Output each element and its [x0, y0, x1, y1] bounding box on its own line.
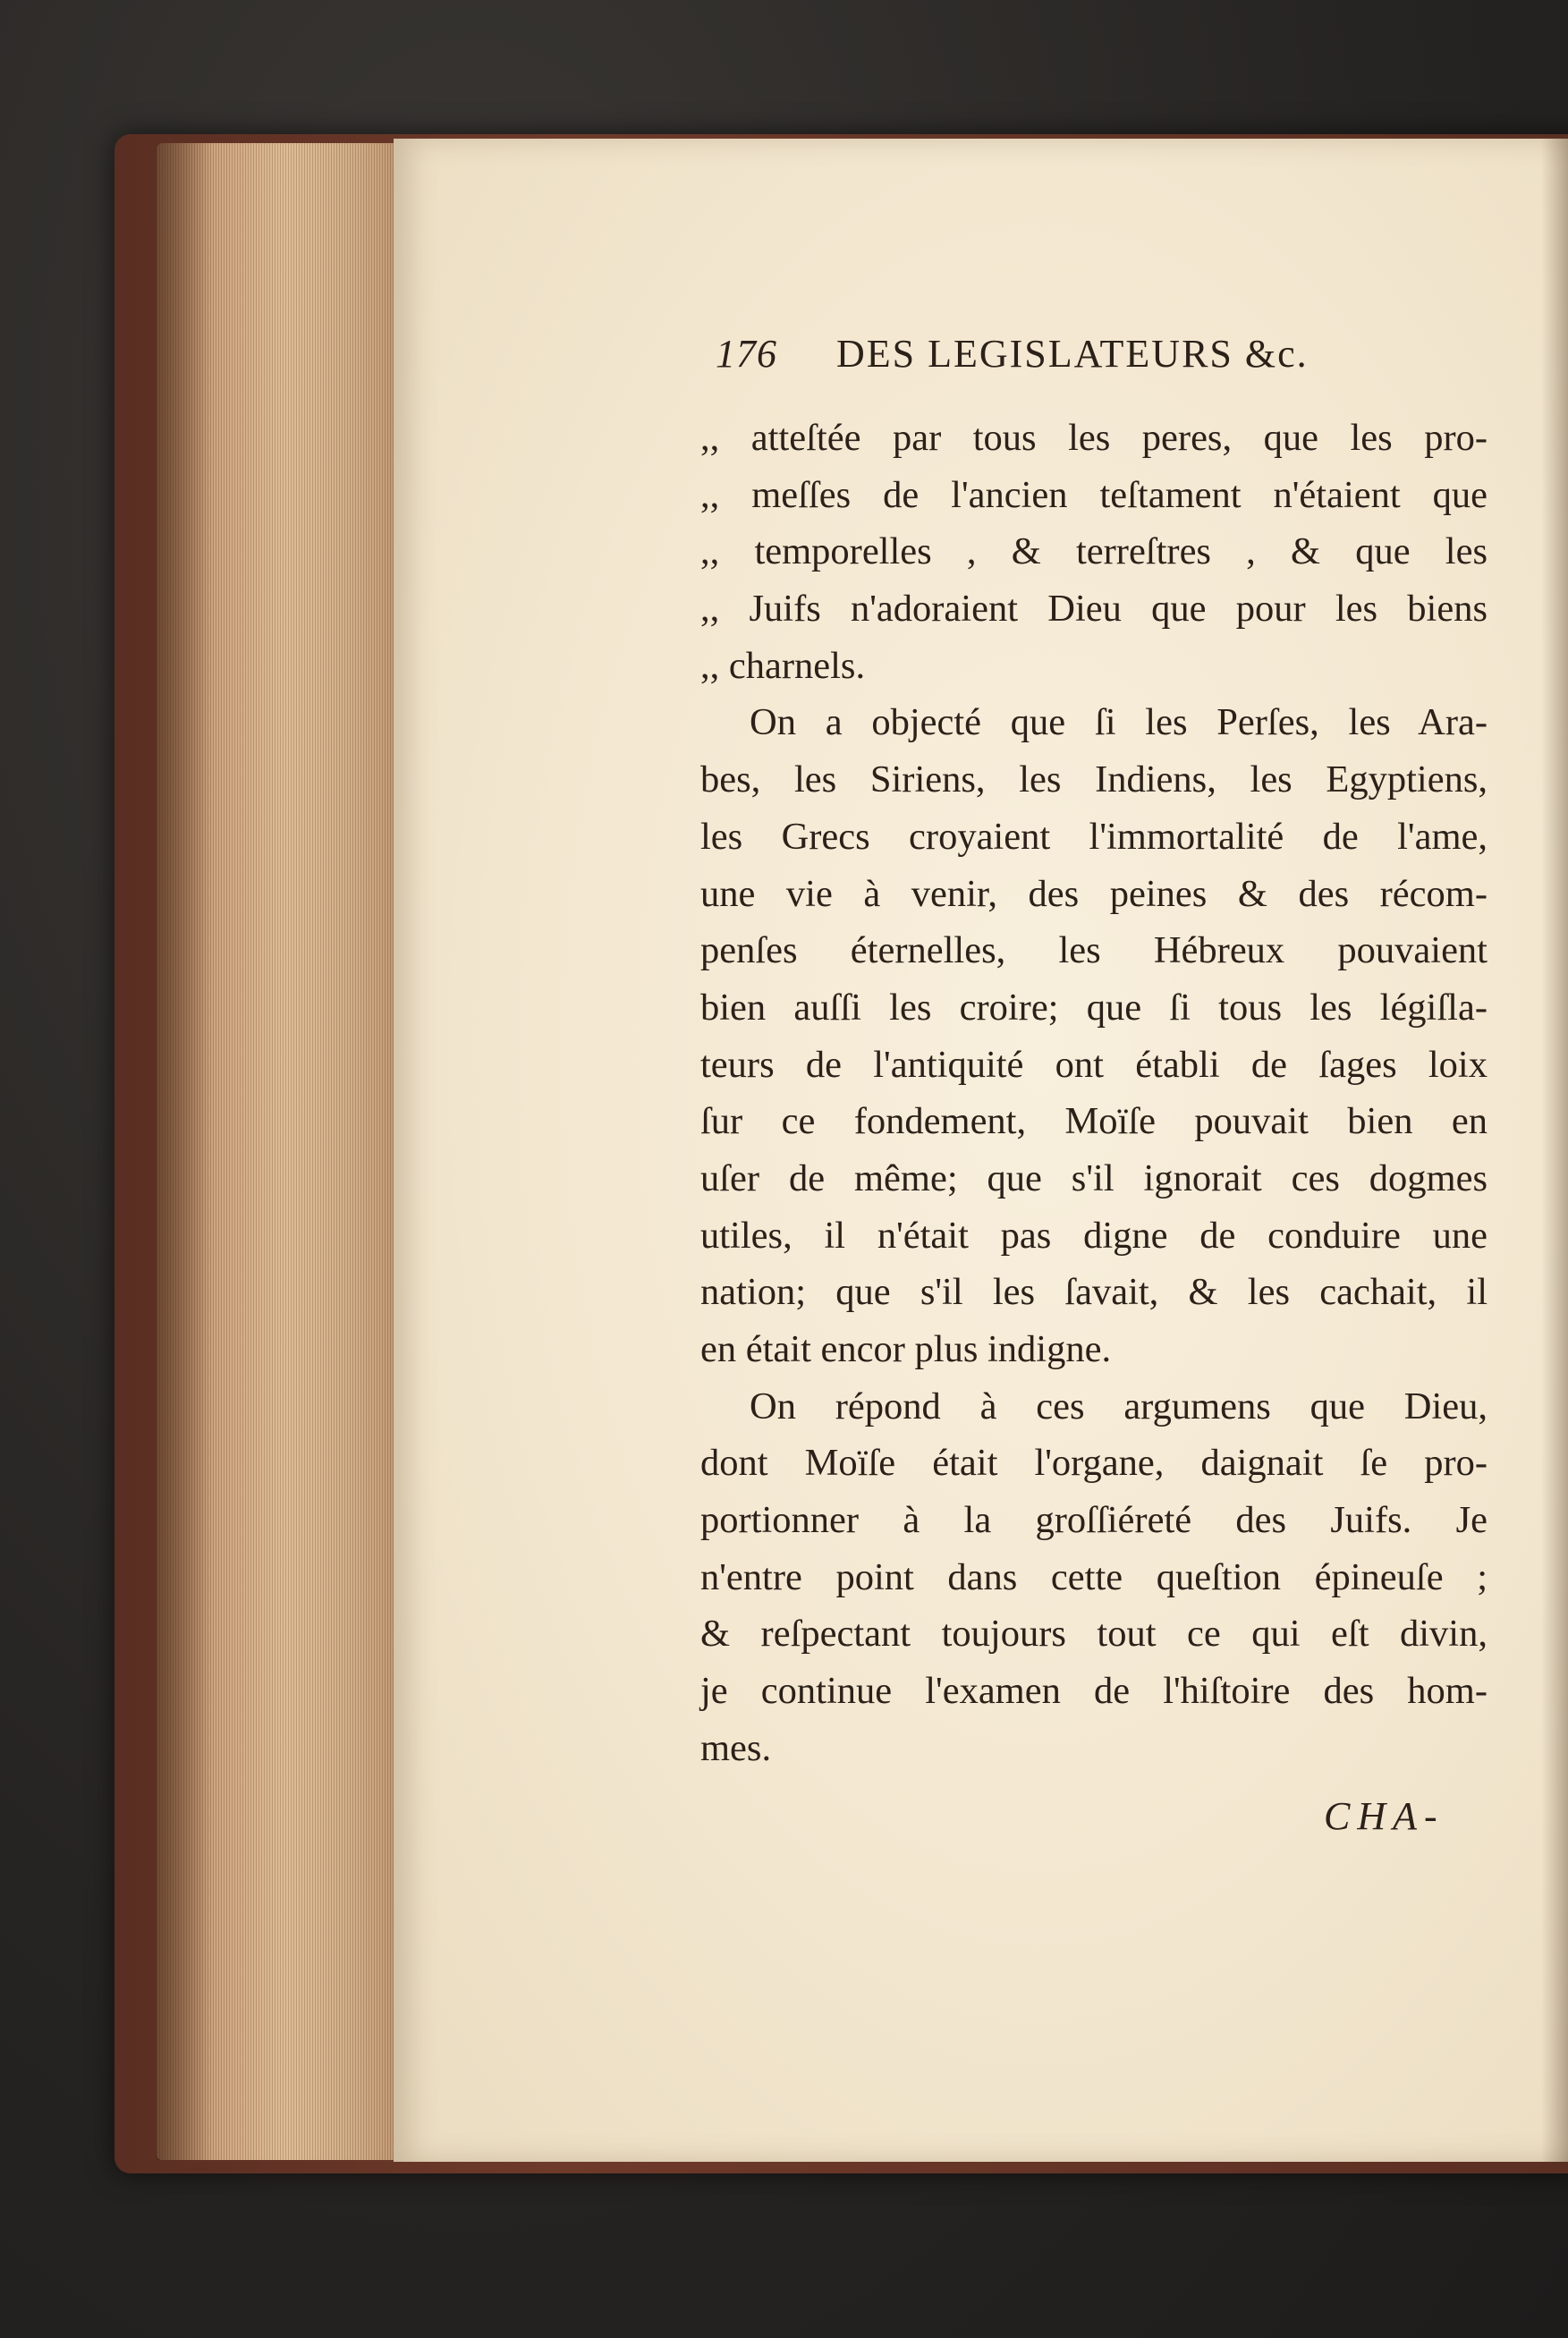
page-block-edge	[157, 143, 394, 2160]
text-line: & reſpectant toujours tout ce qui eſt divin,	[700, 1613, 1487, 1656]
text-line: On a objecté que ſi les Perſes, les Ara-	[750, 701, 1487, 744]
text-line: bes, les Siriens, les Indiens, les Egyptiens,	[700, 758, 1487, 801]
gutter-shadow	[1541, 134, 1568, 2164]
text-line: ,, meſſes de l'ancien teſtament n'étaient que	[700, 473, 1487, 516]
running-title: DES LEGISLATEURS &c.	[836, 332, 1309, 376]
text-line: ,, charnels.	[700, 644, 866, 687]
text-line: n'entre point dans cette queſtion épineuſe ;	[700, 1555, 1487, 1598]
text-line: uſer de même; que s'il ignorait ces dogmes	[700, 1156, 1487, 1199]
text-line: On répond à ces argumens que Dieu,	[750, 1385, 1487, 1427]
text-line: les Grecs croyaient l'immortalité de l'ame,	[700, 815, 1487, 858]
text-line: mes.	[700, 1726, 772, 1769]
text-line: en était encor plus indigne.	[700, 1328, 1112, 1370]
text-line: je continue l'examen de l'hiſtoire des hom-	[700, 1670, 1487, 1713]
text-line: penſes éternelles, les Hébreux pouvaient	[700, 929, 1487, 972]
text-line: dont Moïſe était l'organe, daignait ſe pro-	[700, 1442, 1487, 1485]
text-line: une vie à venir, des peines & des récom-	[700, 872, 1487, 915]
text-line: ,, atteſtée par tous les peres, que les pro-	[700, 417, 1487, 459]
text-line: bien auſſi les croire; que ſi tous les légiſla-	[700, 986, 1487, 1029]
text-line: ſur ce fondement, Moïſe pouvait bien en	[700, 1100, 1487, 1143]
text-line: portionner à la groſſiéreté des Juifs. Je	[700, 1499, 1487, 1542]
running-head	[716, 331, 1395, 385]
page-number: 176	[716, 332, 777, 376]
body-text	[700, 410, 1487, 1777]
text-line: utiles, il n'était pas digne de conduire une	[700, 1214, 1487, 1257]
text-line: ,, temporelles , & terreſtres , & que les	[700, 530, 1487, 573]
catchword: CHA-	[1324, 1794, 1445, 1838]
text-line: teurs de l'antiquité ont établi de ſages loix	[700, 1043, 1487, 1086]
text-line: ,, Juifs n'adoraient Dieu que pour les biens	[700, 588, 1487, 631]
text-line: nation; que s'il les ſavait, & les cachait, il	[700, 1271, 1487, 1314]
